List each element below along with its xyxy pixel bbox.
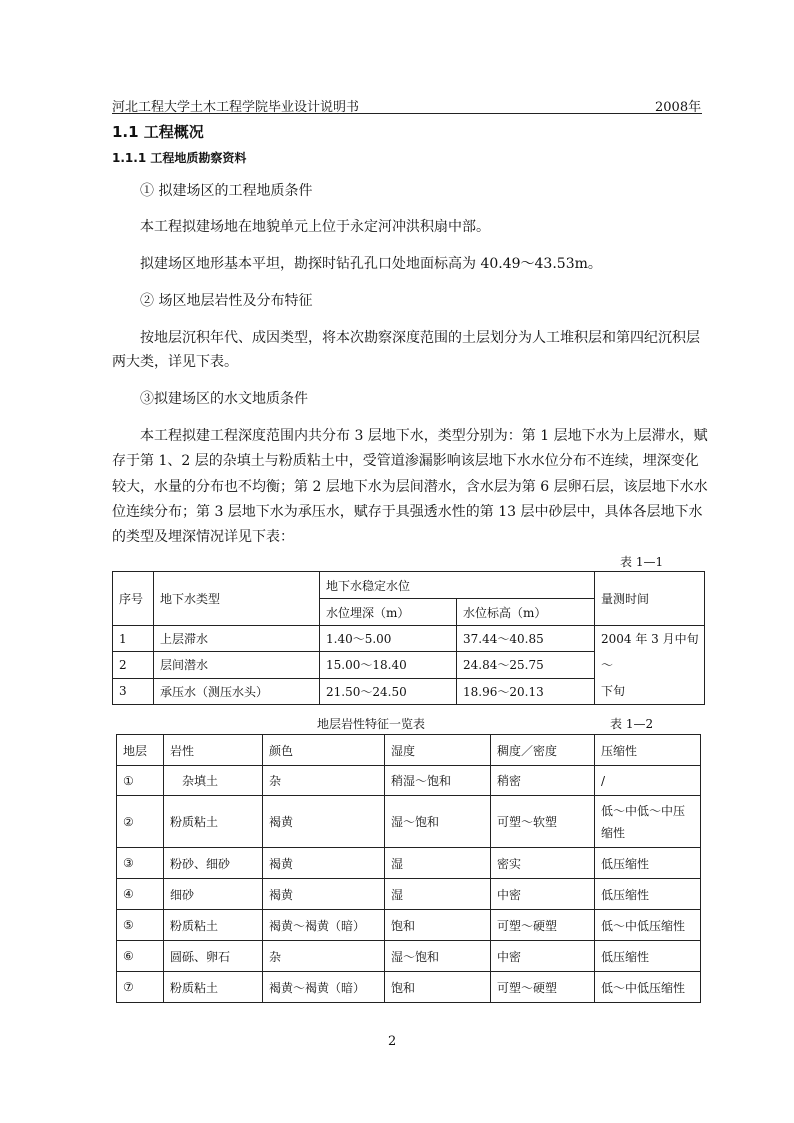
table2-cell-layer: ⑦ — [117, 972, 164, 1003]
table2-header-moisture: 湿度 — [385, 735, 491, 766]
table2-cell-moisture: 湿～饱和 — [385, 796, 491, 848]
item3-paragraph-line-2: 存于第 1、2 层的杂填土与粉质粘土中，受管道渗漏影响该层地下水水位分布不连续，埋深变化 — [112, 453, 699, 469]
page-header-year: 2008年 — [655, 100, 702, 115]
item1-paragraph-1: 本工程拟建场地在地貌单元上位于永定河冲洪积扇中部。 — [140, 219, 490, 235]
table-row — [117, 796, 701, 848]
item3-title: ③拟建场区的水文地质条件 — [140, 391, 308, 407]
table2-cell-lithology: 粉砂、细砂 — [164, 848, 263, 879]
item1-paragraph-2: 拟建场区地形基本平坦，勘探时钻孔孔口处地面标高为 40.49～43.53m。 — [140, 256, 602, 272]
table2-cell-compressibility: 低压缩性 — [595, 879, 701, 910]
table2-cell-compressibility: 低～中低压缩性 — [595, 972, 701, 1003]
table2-cell-moisture: 湿～饱和 — [385, 941, 491, 972]
table2-cell-color: 褐黄～褐黄（暗） — [263, 972, 385, 1003]
table2-cell-lithology: 细砂 — [164, 879, 263, 910]
page-number: 2 — [388, 1034, 397, 1049]
table2-header-layer: 地层 — [117, 735, 164, 766]
table2-cell-color: 褐黄 — [263, 848, 385, 879]
table1-cell-type: 层间潜水 — [154, 652, 320, 678]
table1-cell-depth: 15.00～18.40 — [320, 652, 457, 678]
stratum-lithology-table — [116, 734, 701, 1003]
table1-time-line-2: 下旬 — [601, 684, 626, 698]
table-row — [113, 626, 705, 652]
header-divider — [112, 113, 702, 114]
table1-header-row — [113, 572, 705, 599]
table-row — [117, 972, 701, 1003]
table2-cell-compressibility: 低压缩性 — [595, 941, 701, 972]
table2-cell-color: 杂 — [263, 941, 385, 972]
table2-caption: 表 1—2 — [610, 717, 654, 731]
table1-cell-time — [595, 626, 705, 705]
table2-cell-moisture: 饱和 — [385, 910, 491, 941]
table2-cell-lithology: 圆砾、卵石 — [164, 941, 263, 972]
item3-paragraph-line-5: 的类型及埋深情况详见下表： — [112, 529, 294, 545]
table2-cell-layer: ① — [117, 766, 164, 796]
table2-cell-layer: ⑤ — [117, 910, 164, 941]
table2-cell-compressibility: 低～中低～中压缩性 — [595, 796, 701, 848]
table1-caption: 表 1—1 — [620, 555, 664, 569]
table2-cell-compressibility: 低～中低压缩性 — [595, 910, 701, 941]
table2-header-compressibility: 压缩性 — [595, 735, 701, 766]
table2-title: 地层岩性特征一览表 — [317, 717, 426, 731]
table2-cell-consistency: 可塑～硬塑 — [491, 910, 595, 941]
table-row — [117, 848, 701, 879]
table2-cell-lithology: 粉质粘土 — [164, 972, 263, 1003]
table1-cell-type: 上层滞水 — [154, 626, 320, 652]
table-row — [117, 879, 701, 910]
table1-header-no: 序号 — [113, 572, 154, 626]
table2-cell-layer: ③ — [117, 848, 164, 879]
table2-cell-color: 褐黄～褐黄（暗） — [263, 910, 385, 941]
table1-cell-elevation: 24.84～25.75 — [457, 652, 595, 678]
table2-cell-lithology: 杂填土 — [164, 766, 263, 796]
table2-cell-moisture: 湿 — [385, 848, 491, 879]
table2-cell-layer: ② — [117, 796, 164, 848]
table1-cell-no: 1 — [113, 626, 154, 652]
table2-cell-moisture: 饱和 — [385, 972, 491, 1003]
table2-cell-consistency: 可塑～硬塑 — [491, 972, 595, 1003]
table1-header-time: 量测时间 — [595, 572, 705, 626]
table2-cell-moisture: 稍湿～饱和 — [385, 766, 491, 796]
table1-header-elevation: 水位标高（m） — [457, 599, 595, 626]
table1-cell-elevation: 37.44～40.85 — [457, 626, 595, 652]
table2-cell-color: 褐黄 — [263, 879, 385, 910]
table1-cell-depth: 1.40～5.00 — [320, 626, 457, 652]
table2-cell-consistency: 稍密 — [491, 766, 595, 796]
item2-title: ② 场区地层岩性及分布特征 — [140, 293, 313, 309]
table1-cell-type: 承压水（测压水头） — [154, 678, 320, 704]
table1-cell-no: 3 — [113, 678, 154, 704]
table2-cell-compressibility: / — [595, 766, 701, 796]
table1-cell-no: 2 — [113, 652, 154, 678]
table2-cell-layer: ④ — [117, 879, 164, 910]
table2-cell-color: 褐黄 — [263, 796, 385, 848]
table1-header-type: 地下水类型 — [154, 572, 320, 626]
table1-header-stable-level: 地下水稳定水位 — [320, 572, 595, 599]
table2-cell-layer: ⑥ — [117, 941, 164, 972]
table1-cell-depth: 21.50～24.50 — [320, 678, 457, 704]
item2-paragraph-line-2: 两大类，详见下表。 — [112, 354, 238, 370]
table1-header-depth: 水位埋深（m） — [320, 599, 457, 626]
table2-header-color: 颜色 — [263, 735, 385, 766]
item1-title: ① 拟建场区的工程地质条件 — [140, 183, 313, 199]
groundwater-table — [112, 571, 705, 705]
table2-cell-consistency: 中密 — [491, 941, 595, 972]
table2-cell-consistency: 中密 — [491, 879, 595, 910]
subsection-title: 1.1.1 工程地质勘察资料 — [112, 151, 247, 165]
table-row — [117, 941, 701, 972]
section-title: 1.1 工程概况 — [112, 123, 204, 141]
table-row — [117, 766, 701, 796]
table2-cell-lithology: 粉质粘土 — [164, 910, 263, 941]
item3-paragraph-line-1: 本工程拟建工程深度范围内共分布 3 层地下水，类型分别为：第 1 层地下水为上层滞水，赋 — [140, 428, 708, 444]
item3-paragraph-line-3: 较大，水量的分布也不均衡；第 2 层地下水为层间潜水，含水层为第 6 层卵石层，该层地下水水 — [112, 479, 708, 495]
item3-paragraph-line-4: 位连续分布；第 3 层地下水为承压水，赋存于具强透水性的第 13 层中砂层中，具体各层地下水 — [112, 504, 703, 520]
item2-paragraph-line-1: 按地层沉积年代、成因类型，将本次勘察深度范围的土层划分为人工堆积层和第四纪沉积层 — [140, 330, 700, 346]
table2-cell-lithology: 粉质粘土 — [164, 796, 263, 848]
table2-cell-consistency: 可塑～软塑 — [491, 796, 595, 848]
table2-header-consistency: 稠度／密度 — [491, 735, 595, 766]
table2-header-row — [117, 735, 701, 766]
table2-cell-consistency: 密实 — [491, 848, 595, 879]
table2-cell-compressibility: 低压缩性 — [595, 848, 701, 879]
table2-cell-color: 杂 — [263, 766, 385, 796]
table1-time-line-1: 2004 年 3 月中旬～ — [601, 632, 699, 672]
table1-cell-elevation: 18.96～20.13 — [457, 678, 595, 704]
table2-header-lithology: 岩性 — [164, 735, 263, 766]
table-row — [117, 910, 701, 941]
table2-cell-moisture: 湿 — [385, 879, 491, 910]
page-header-title: 河北工程大学土木工程学院毕业设计说明书 — [112, 100, 360, 115]
